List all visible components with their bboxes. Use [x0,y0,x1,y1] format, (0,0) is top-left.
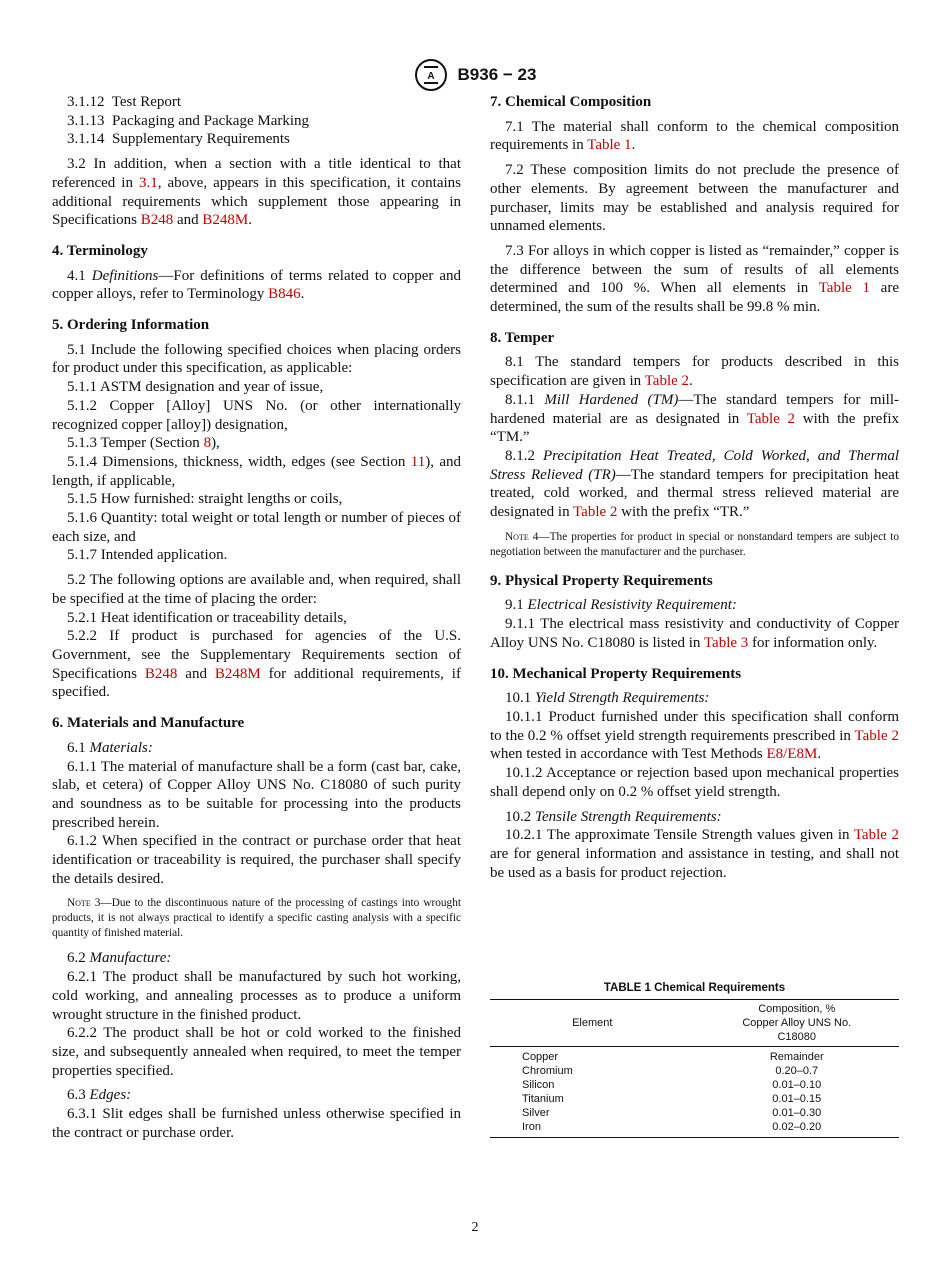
paragraph-5-1-3: 5.1.3 Temper (Section 8), [67,435,220,452]
page-number: 2 [471,1220,479,1235]
list-item: 3.1.12 Test Report [67,94,182,110]
section-heading-6: 6. Materials and Manufacture [52,715,245,732]
paragraph-10-1-1: 10.1.1 Product furnished under this specification shall conform to the 0.2 % offset yield strength requirements prescribed in Table 2 when tested in accordance with Test Methods E8/E8M. [490,708,899,763]
section-heading-10: 10. Mechanical Property Requirements [490,665,742,682]
paragraph-6-2-2: 6.2.2 The product shall be hot or cold worked to the finished size, and subsequently annealed when required, to meet the temper properties specified. [52,1025,461,1079]
paragraph-9-1-1: 9.1.1 The electrical mass resistivity and conductivity of Copper Alloy UNS No. C18080 is listed in Table 3 for information only. [490,616,899,651]
link-section-8[interactable]: 8 [203,435,212,452]
table-1 [490,982,899,1138]
standard-code: B936 − 23 [457,65,537,84]
list-item: 3.1.14 Supplementary Requirements [67,131,290,148]
paragraph-5-1-6: 5.1.6 Quantity: total weight or total length or number of pieces of each size, and [52,510,461,545]
chemical-requirements-table [490,999,899,1138]
paragraph-6-3-1: 6.3.1 Slit edges shall be furnished unless otherwise specified in the contract or purchase order. [52,1106,461,1141]
paragraph-8-1-1: 8.1.1 Mill Hardened (TM)—The standard tempers for mill-hardened material are as designated in Table 2 with the prefix “TM.” [490,391,900,446]
section-heading-7: 7. Chemical Composition [490,94,652,110]
paragraph-3-2: 3.2 In addition, when a section with a title identical to that referenced in 3.1, above, appears in this specification, it contains additional requirements which supplement those appearing in Specifications B248 and B248M. [52,156,461,229]
section-heading-9: 9. Physical Property Requirements [490,572,713,589]
paragraph-5-1-2: 5.1.2 Copper [Alloy] UNS No. (or other internationally recognized copper [alloy]) designation, [52,397,461,433]
link-table-2[interactable]: Table 2 [644,373,690,390]
section-heading-5: 5. Ordering Information [52,317,210,334]
paragraph-10-2-1: 10.2.1 The approximate Tensile Strength values given in Table 2 are for general information and assistance in testing, and shall not be used as a basis for product rejection. [490,827,899,881]
table-row: Iron 0.02–0.20 [522,1121,822,1133]
link-table-1[interactable]: Table 1 [587,137,632,154]
left-column [52,93,461,1142]
page-header [0,58,950,92]
paragraph-6-1: 6.1 Materials: [67,739,153,756]
paragraph-5-1: 5.1 Include the following specified choices when placing orders for product under this specification, as applicable: [52,341,461,377]
paragraph-10-1: 10.1 Yield Strength Requirements: [505,690,710,707]
link-b248[interactable]: B248 [144,665,178,682]
section-heading-8: 8. Temper [490,329,555,346]
paragraph-5-1-1: 5.1.1 ASTM designation and year of issue, [67,379,324,396]
table-row: Silver 0.01–0.30 [522,1107,822,1119]
paragraph-5-1-4: 5.1.4 Dimensions, thickness, width, edges (see Section 11), and length, if applicable, [52,453,461,489]
table-row: Silicon 0.01–0.10 [522,1079,822,1091]
note-3: Note 3—Due to the discontinuous nature of the processing of castings into wrought products, it is not always practical to identify a specific casting analysis with a specific quantity of finished material. [52,897,461,940]
link-e8-e8m[interactable]: E8/E8M [766,746,818,763]
link-b248m[interactable]: B248M [214,665,261,682]
link-b248[interactable]: B248 [140,212,174,229]
paragraph-7-2: 7.2 These composition limits do not preclude the presence of other elements. By agreement between the manufacturer and purchaser, limits may be established and analysis required for unnamed elements. [490,162,899,235]
paragraph-5-2-2: 5.2.2 If product is purchased for agencies of the U.S. Government, see the Supplementary Requirements section of Specifications B248 and B248M for additional requirements, if specified. [52,628,461,701]
link-table-1[interactable]: Table 1 [818,280,870,297]
paragraph-6-1-1: 6.1.1 The material of manufacture shall be a form (cast bar, cake, slab, et cetera) of Copper Alloy UNS No. C18080 of such purity and soundness as to be suitable for processing into the products prescribed herein. [52,758,461,831]
paragraph-10-1-2: 10.1.2 Acceptance or rejection based upon mechanical properties shall depend only on 0.2 % offset yield strength. [490,765,899,800]
table-row: Copper Remainder [522,1051,824,1063]
paragraph-7-3: 7.3 For alloys in which copper is listed as “remainder,” copper is the difference between the sum of results of all elements determined and 100 %. When all elements in Table 1 are determined, the sum of the results shall be 99.8 % min. [490,242,899,316]
paragraph-8-1-2: 8.1.2 Precipitation Heat Treated, Cold Worked, and Thermal Stress Relieved (TR)—The standard tempers for precipitation heat treated, cold worked, and thermal stress relieved material are designated in Table 2 with the prefix “TR.” [490,447,899,521]
paragraph-6-2: 6.2 Manufacture: [67,950,172,967]
section-heading-4: 4. Terminology [52,242,148,259]
column-header-composition: Composition, % Copper Alloy UNS No. C18080 [742,1003,852,1043]
link-table-2[interactable]: Table 2 [573,504,618,521]
table-1-title: TABLE 1 Chemical Requirements [603,982,786,994]
astm-logo-icon [414,58,448,92]
link-table-3[interactable]: Table 3 [703,634,749,651]
note-4: Note 4—The properties for product in special or nonstandard tempers are subject to negotiation between the manufacturer and the purchaser. [490,530,899,558]
link-section-11[interactable]: 11 [410,453,426,470]
link-table-2[interactable]: Table 2 [853,827,899,844]
link-table-2[interactable]: Table 2 [746,410,796,427]
table-row: Titanium 0.01–0.15 [522,1093,822,1105]
paragraph-8-1: 8.1 The standard tempers for products described in this specification are given in Table 2. [490,354,899,390]
link-b846[interactable]: B846 [268,286,301,303]
paragraph-5-2: 5.2 The following options are available and, when required, shall be specified at the time of placing the order: [52,572,461,607]
paragraph-9-1: 9.1 Electrical Resistivity Requirement: [505,597,737,614]
list-item: 3.1.13 Packaging and Package Marking [67,112,310,129]
paragraph-6-3: 6.3 Edges: [67,1087,132,1104]
table-row: Chromium 0.20–0.7 [522,1065,819,1077]
column-header-element: Element [572,1017,613,1029]
paragraph-4-1: 4.1 Definitions—For definitions of terms related to copper and copper alloys, refer to Terminology B846. [52,267,461,303]
paragraph-7-1: 7.1 The material shall conform to the chemical composition requirements in Table 1. [490,118,899,154]
paragraph-5-2-1: 5.2.1 Heat identification or traceability details, [67,609,347,626]
link-table-2[interactable]: Table 2 [854,727,899,744]
paragraph-6-1-2: 6.1.2 When specified in the contract or purchase order that heat identification or traceability is required, the purchaser shall specify the details desired. [52,833,461,887]
paragraph-10-2: 10.2 Tensile Strength Requirements: [505,808,722,825]
link-b248m[interactable]: B248M [202,212,249,229]
right-column [490,93,899,882]
paragraph-5-1-7: 5.1.7 Intended application. [67,547,228,564]
svg-text:A: A [426,71,435,82]
link-3-1[interactable]: 3.1 [138,174,158,191]
paragraph-6-2-1: 6.2.1 The product shall be manufactured by such hot working, cold working, and annealing processes as to produce a uniform wrought structure in the finished product. [52,969,461,1023]
paragraph-5-1-5: 5.1.5 How furnished: straight lengths or coils, [67,491,343,508]
